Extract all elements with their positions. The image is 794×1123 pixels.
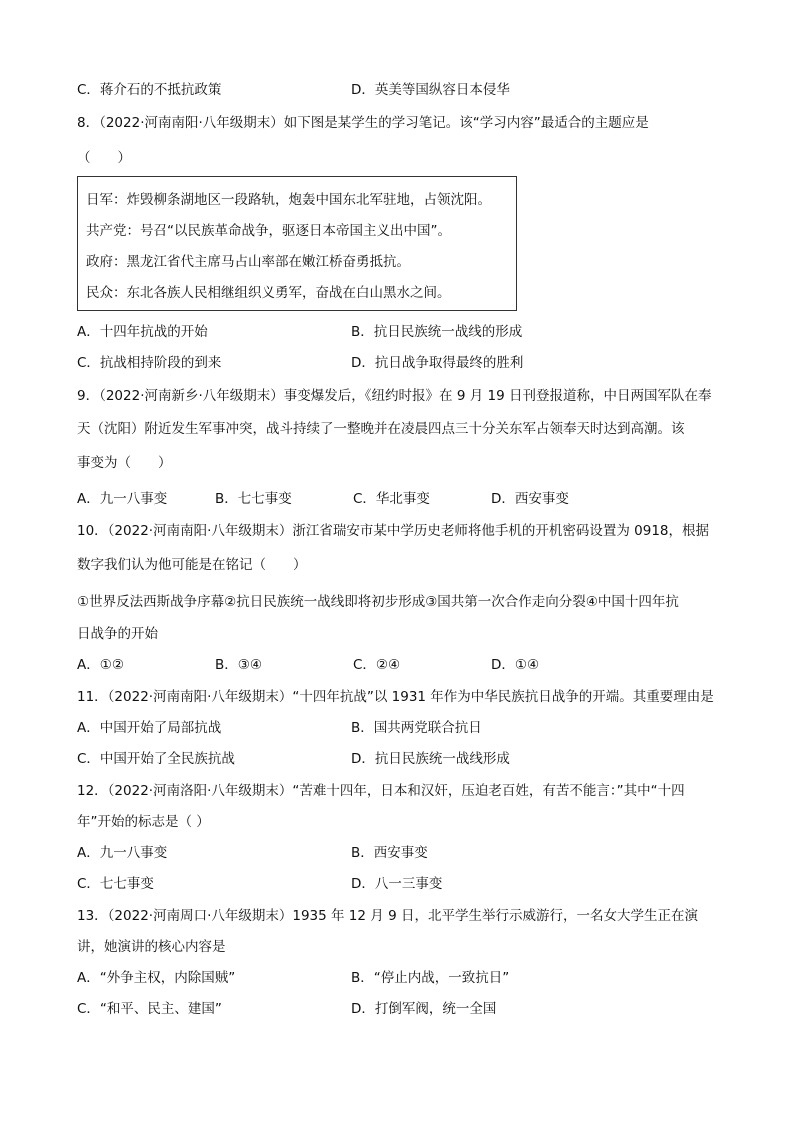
q9-stem-line-3: 事变为（ ）	[77, 455, 172, 471]
q8-answer-paren: （ ）	[77, 150, 131, 166]
q13-options-row-cd	[77, 999, 737, 1019]
q12-stem-line-1: 12．（2022·河南洛阳·八年级期末）“苦难十四年，日本和汉奸，压迫老百姓，有苦不能言：”其中“十四	[77, 783, 685, 799]
q11-options-row-ab	[77, 718, 737, 738]
q8-note-line-japanese-army: 日军：炸毁柳条湖地区一段路轨，炮轰中国东北军驻地，占领沈阳。	[86, 192, 491, 208]
q7-option-d: D．英美等国纵容日本侵华	[351, 82, 510, 98]
q13-stem-line-2: 讲，她演讲的核心内容是	[77, 939, 226, 955]
q8-options-row-ab	[77, 322, 737, 342]
q10-option-b: B．③④	[215, 657, 262, 673]
q12-option-d: D．八一三事变	[351, 876, 443, 892]
q9-option-d: D．西安事变	[491, 491, 569, 507]
q11-option-b: B．国共两党联合抗日	[351, 720, 482, 736]
q8-study-note-box	[77, 176, 517, 311]
q11-option-d: D．抗日民族统一战线形成	[351, 751, 510, 767]
q8-note-line-people: 民众：东北各族人民相继组织义勇军，奋战在白山黑水之间。	[86, 285, 451, 301]
q10-items-line-1: ①世界反法西斯战争序幕②抗日民族统一战线即将初步形成③国共第一次合作走向分裂④中国十四年抗	[77, 594, 679, 610]
q13-option-d: D．打倒军阀，统一全国	[351, 1001, 497, 1017]
q11-stem: 11．（2022·河南南阳·八年级期末）“十四年抗战”以 1931 年作为中华民族抗日战争的开端。其重要理由是	[77, 689, 714, 705]
q8-option-a: A．十四年抗战的开始	[77, 324, 208, 340]
q12-option-b: B．西安事变	[351, 845, 428, 861]
q8-stem: 8．（2022·河南南阳·八年级期末）如下图是某学生的学习笔记。该“学习内容”最适合的主题应是	[77, 115, 649, 131]
q8-options-row-cd	[77, 353, 737, 373]
q10-stem-line-1: 10．（2022·河南南阳·八年级期末）浙江省瑞安市某中学历史老师将他手机的开机密码设置为 0918，根据	[77, 523, 710, 539]
q10-option-c: C．②④	[353, 657, 401, 673]
q11-option-c: C．中国开始了全民族抗战	[77, 751, 235, 767]
q13-stem-line-1: 13．（2022·河南周口·八年级期末）1935 年 12 月 9 日，北平学生举行示威游行，一名女大学生正在演	[77, 908, 698, 924]
q10-option-a: A．①②	[77, 657, 124, 673]
q13-option-a: A．“外争主权，内除国贼”	[77, 970, 236, 986]
q9-stem-line-2: 天（沈阳）附近发生军事冲突，战斗持续了一整晚并在凌晨四点三十分关东军占领奉天时达到高潮。该	[77, 421, 685, 437]
q7-option-c: C．蒋介石的不抵抗政策	[77, 82, 222, 98]
q13-option-b: B．“停止内战，一致抗日”	[351, 970, 510, 986]
q9-stem-line-1: 9．（2022·河南新乡·八年级期末）事变爆发后，《纽约时报》在 9 月 19 日刊登报道称，中日两国军队在奉	[77, 388, 712, 404]
q10-items-line-2: 日战争的开始	[77, 626, 158, 642]
q13-options-row-ab	[77, 968, 737, 988]
q8-option-c: C．抗战相持阶段的到来	[77, 355, 222, 371]
q13-option-c: C．“和平、民主、建国”	[77, 1001, 222, 1017]
q10-stem-line-2: 数字我们认为他可能是在铭记（ ）	[77, 557, 307, 573]
q12-options-row-ab	[77, 843, 737, 863]
q12-stem-line-2: 年”开始的标志是（ ）	[77, 814, 210, 830]
q8-option-d: D．抗日战争取得最终的胜利	[351, 355, 524, 371]
q12-options-row-cd	[77, 874, 737, 894]
q8-note-line-communist-party: 共产党：号召“以民族革命战争，驱逐日本帝国主义出中国”。	[86, 223, 451, 239]
q9-option-c: C．华北事变	[353, 491, 430, 507]
q12-option-a: A．九一八事变	[77, 845, 168, 861]
q9-option-a: A．九一八事变	[77, 491, 168, 507]
q8-option-b: B．抗日民族统一战线的形成	[351, 324, 523, 340]
q12-option-c: C．七七事变	[77, 876, 154, 892]
q9-options-row	[77, 489, 737, 509]
q7-options-row-cd	[77, 80, 737, 100]
q10-options-row	[77, 655, 737, 675]
q11-option-a: A．中国开始了局部抗战	[77, 720, 222, 736]
q11-options-row-cd	[77, 749, 737, 769]
q9-option-b: B．七七事变	[215, 491, 292, 507]
q10-option-d: D．①④	[491, 657, 540, 673]
q8-note-line-government: 政府：黑龙江省代主席马占山率部在嫩江桥奋勇抵抗。	[86, 254, 410, 270]
